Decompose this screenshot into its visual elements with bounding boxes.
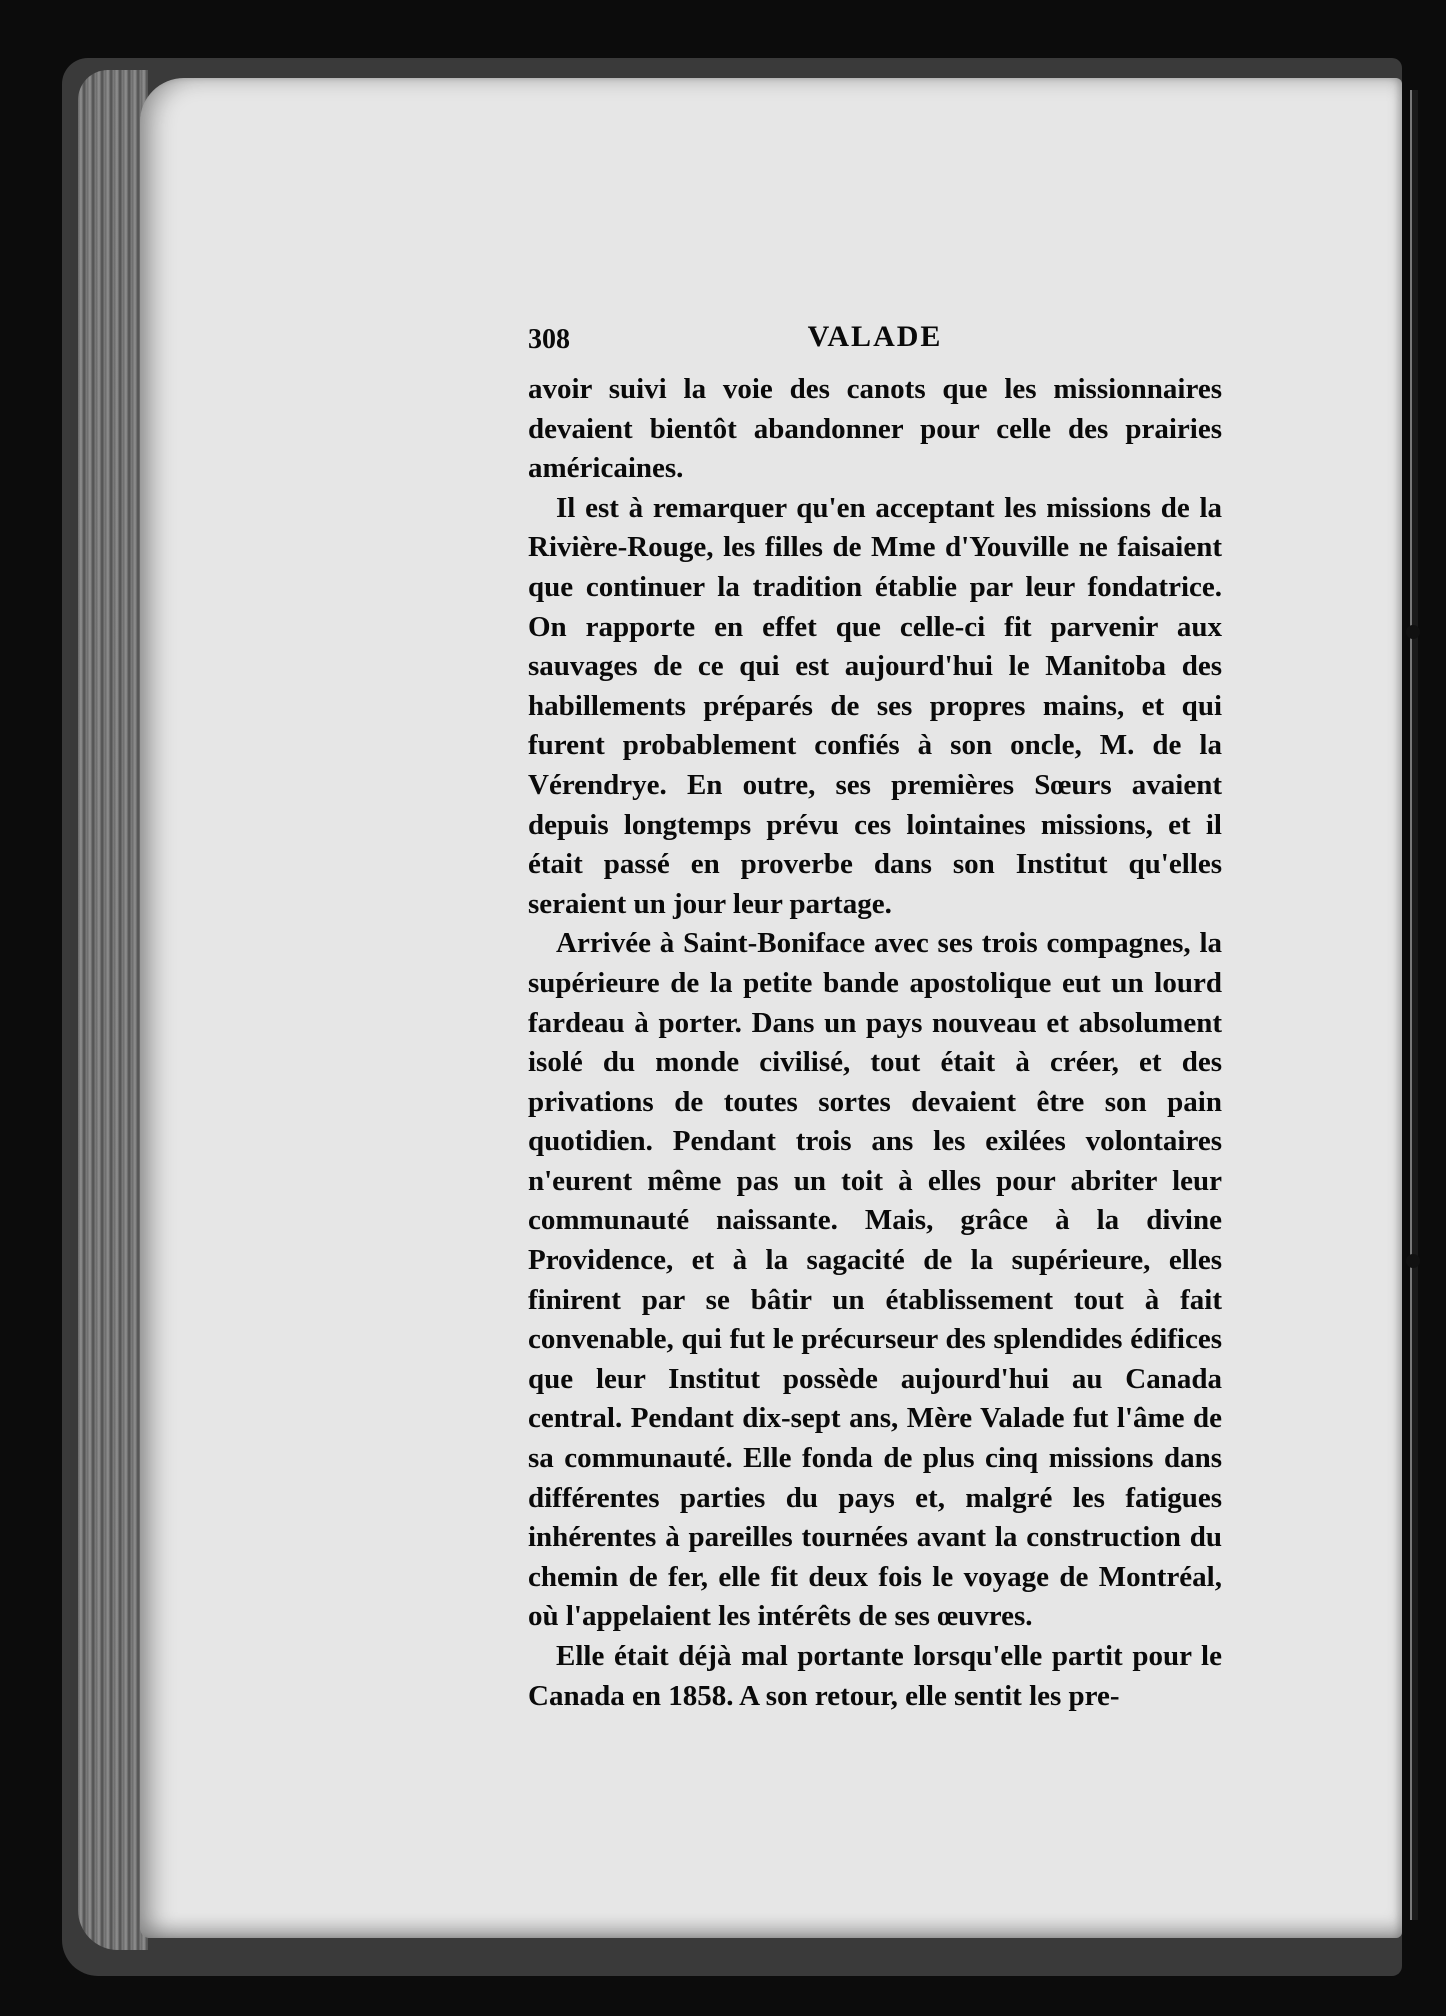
gutter-rule bbox=[1410, 90, 1418, 1920]
paragraph: Il est à remarquer qu'en acceptant les missions de la Rivière-Rouge, les filles de Mme d'Youville ne faisaient que continuer la tradition établie par leur fondatrice. On rapporte en effet que celle-ci fit parvenir aux sauvages de ce qui est aujourd'hui le Manitoba des habillements préparés de ses propres mains, et qui furent probablement confiés à son oncle, M. de la Vérendrye. En outre, ses premières Sœurs avaient depuis longtemps prévu ces lointaines missions, et il était passé en proverbe dans son Institut qu'elles seraient un jour leur partage. bbox=[528, 491, 1222, 920]
gutter-mark bbox=[1406, 625, 1420, 639]
page-text bbox=[528, 318, 1222, 1716]
running-title: VALADE bbox=[807, 320, 943, 353]
paragraph: Elle était déjà mal portante lorsqu'elle partit pour le Canada en 1858. A son retour, elle sentit les pre- bbox=[528, 1640, 1222, 1712]
running-head bbox=[528, 318, 1222, 364]
page-number: 308 bbox=[528, 324, 570, 355]
paragraph: Arrivée à Saint-Boniface avec ses trois compagnes, la supérieure de la petite bande apostolique eut un lourd fardeau à porter. Dans un pays nouveau et absolument isolé du monde civilisé, tout était à créer, et des privations de toutes sortes devaient être son pain quotidien. Pendant trois ans les exilées volontaires n'eurent même pas un toit à elles pour abriter leur communauté naissante. Mais, grâce à la divine Providence, et à la sagacité de la supérieure, elles finirent par se bâtir un établissement tout à fait convenable, qui fut le précurseur des splendides édifices que leur Institut possède aujourd'hui au Canada central. Pendant dix-sept ans, Mère Valade fut l'âme de sa communauté. Elle fonda de plus cinq missions dans différentes parties du pays et, malgré les fatigues inhérentes à pareilles tournées avant la construction du chemin de fer, elle fit deux fois le voyage de Montréal, où l'appelaient les intérêts de ses œuvres. bbox=[528, 927, 1222, 1633]
gutter-mark bbox=[1406, 1254, 1420, 1268]
paragraph-continued: avoir suivi la voie des canots que les missionnaires devaient bientôt abandonner pour celle des prairies américaines. bbox=[528, 373, 1222, 485]
page-stack-edges bbox=[78, 70, 148, 1950]
